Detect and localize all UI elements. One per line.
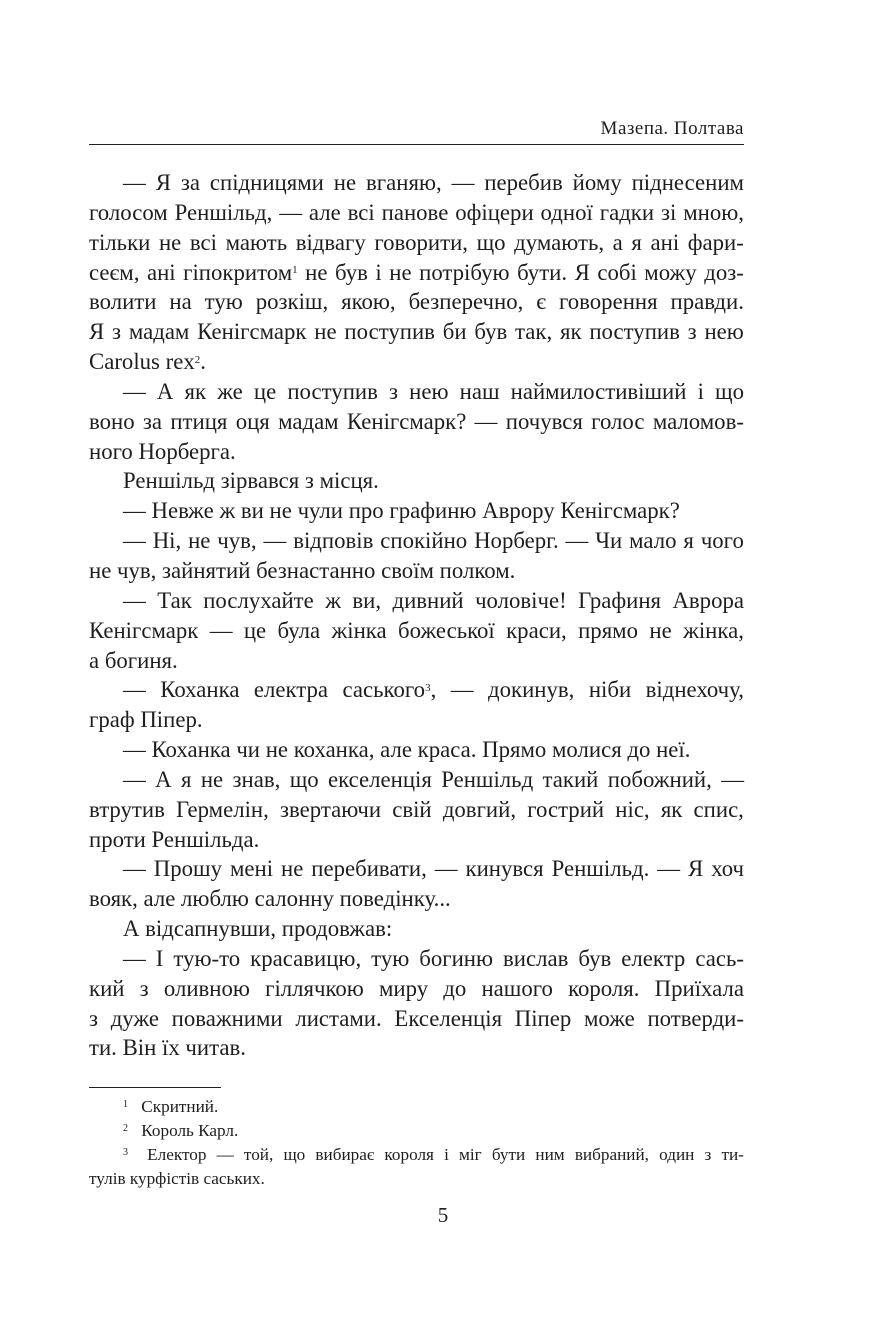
text-line: кий з оливною гіллячкою миру до нашого короля. Приїхала [89, 975, 744, 1001]
running-head-title: Мазепа. Полтава [600, 118, 744, 139]
text-line: ного Норберга. [89, 438, 236, 464]
text-line: — Коханка чи не коханка, але краса. Прямо молися до неї. [123, 737, 691, 763]
text-line: А відсапнувши, продовжав: [123, 916, 393, 942]
text-line: голосом Реншільд, — але всі панове офіцери одної гадки зі мною, [89, 199, 744, 225]
text-line: — Коханка електра саського$^3$, — докинув, ніби віднехочу, [123, 677, 744, 703]
text-line: не чув, зайнятий безнастанно своїм полком. [89, 557, 516, 583]
footnotes [89, 1095, 744, 1191]
page-number: 5 [437, 1203, 449, 1227]
text-line: з дуже поважними листами. Екселенція Піпер може потверди- [89, 1005, 744, 1031]
text-line: проти Реншільда. [89, 826, 260, 852]
text-line: вояк, але люблю салонну поведінку... [89, 886, 451, 912]
text-line: Реншільд зірвався з місця. [123, 468, 379, 494]
body-text [89, 168, 744, 1063]
text-line: — І тую-то красавицю, тую богиню вислав був електр сась- [123, 945, 744, 971]
footnote-line: $^2$ Король Карл. [123, 1121, 239, 1140]
footnote-line: $^1$ Скритний. [123, 1097, 219, 1116]
text-line: — Прошу мені не перебивати, — кинувся Реншільд. — Я хоч [123, 856, 744, 882]
text-line: сеєм, ані гіпокритом$^1$ не був і не потрібую бути. Я собі можу доз- [89, 259, 744, 285]
text-line: ти. Він їх читав. [89, 1035, 246, 1061]
text-line: тільки не всі мають відвагу говорити, що думають, а я ані фари- [89, 229, 744, 255]
text-line: Carolus rex$^2$. [89, 349, 206, 375]
footnote-line: тулів курфістів саських. [89, 1169, 265, 1188]
footnote-separator [89, 1087, 221, 1088]
text-line: — Ні, не чув, — відповів спокійно Норберг. — Чи мало я чого [123, 528, 744, 554]
text-line: Я з мадам Кенігсмарк не поступив би був так, як поступив з нею [89, 319, 744, 345]
text-line: граф Піпер. [89, 707, 203, 733]
text-line: — Я за спідницями не вганяю, — перебив йому піднесеним [123, 170, 744, 195]
text-line: втрутив Гермелін, звертаючи свій довгий, гострий ніс, як спис, [89, 796, 744, 822]
text-line: а богиня. [89, 647, 178, 673]
text-line: — Так послухайте ж ви, дивний чоловіче! Графиня Аврора [123, 587, 744, 613]
text-line: Кенігсмарк — це була жінка божеської краси, прямо не жінка, [89, 617, 744, 643]
text-line: волити на тую розкіш, якою, безперечно, є говорення правди. [89, 289, 744, 315]
running-head [89, 118, 744, 145]
footnote-line: $^3$ Електор — той, що вибирає короля і міг бути ним вибраний, один з ти- [123, 1145, 744, 1164]
text-line: воно за птиця оця мадам Кенігсмарк? — почувся голос маломов- [89, 408, 744, 434]
text-line: — А як же це поступив з нею наш наймилостивіший і що [123, 378, 744, 404]
text-line: — Невже ж ви не чули про графиню Аврору Кенігсмарк? [123, 498, 680, 524]
text-line: — А я не знав, що екселенція Реншільд такий побожний, — [123, 766, 744, 792]
